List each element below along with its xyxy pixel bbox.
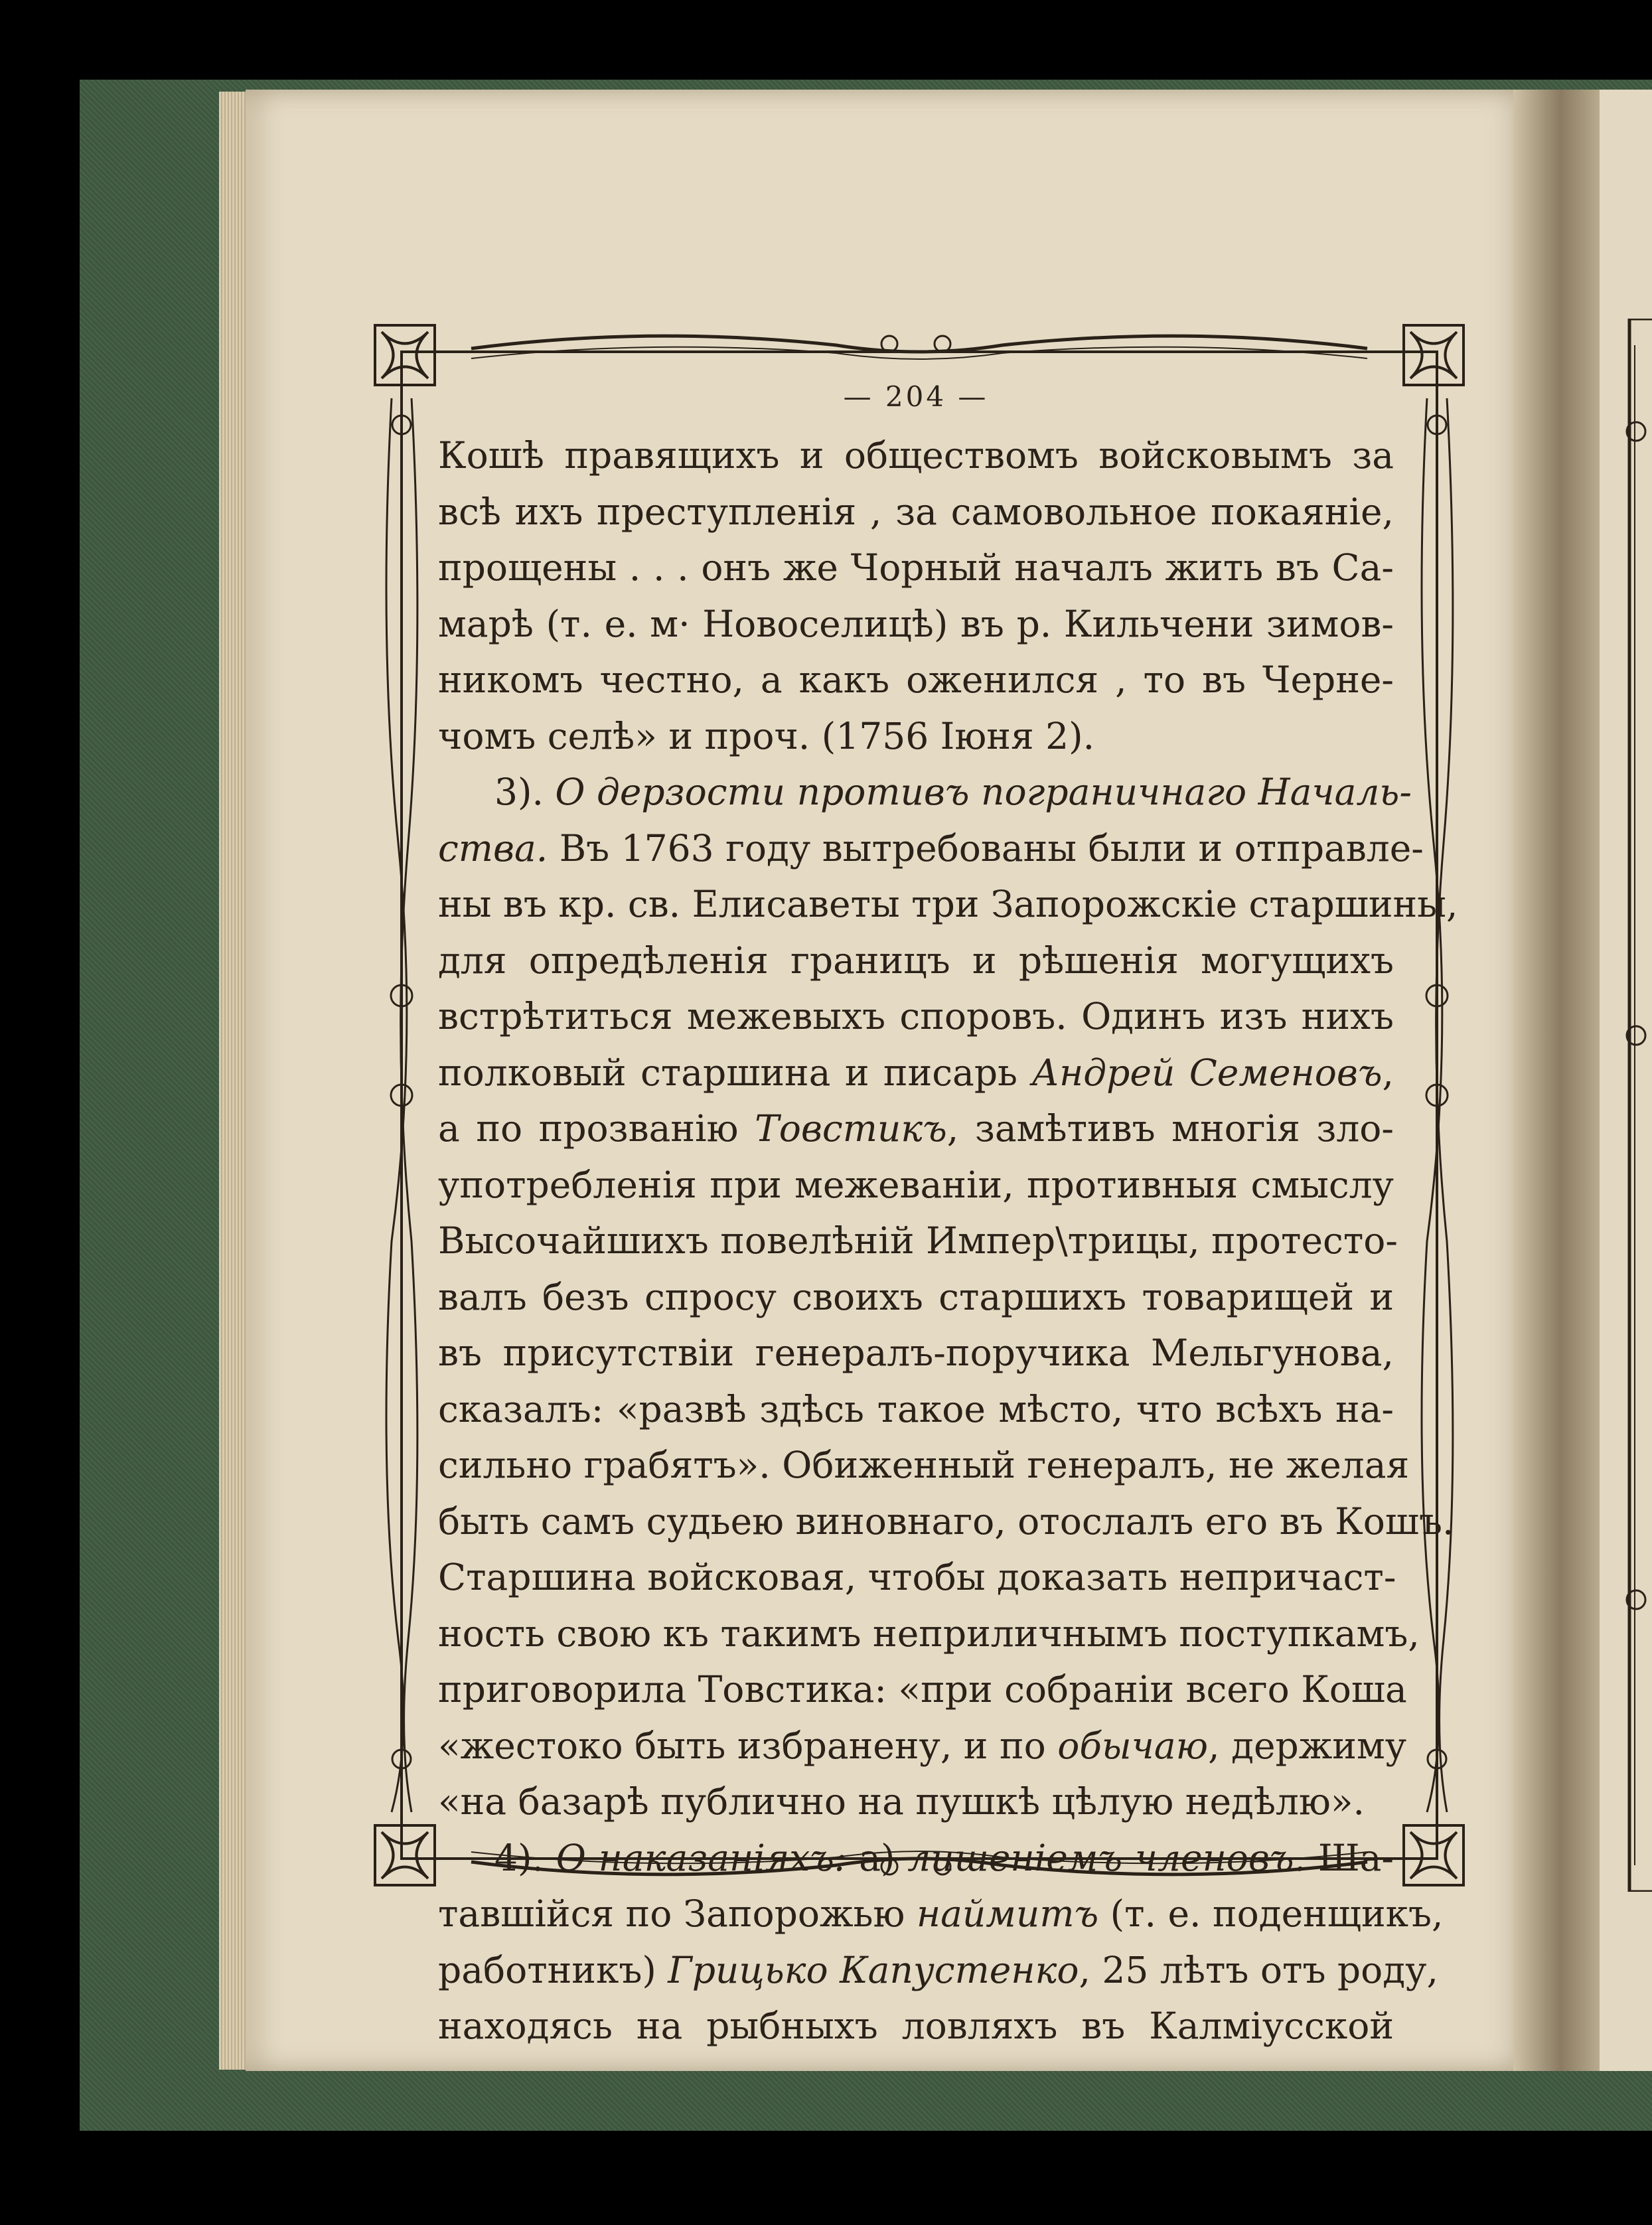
text-line [438, 596, 1394, 652]
text-line [438, 1157, 1394, 1213]
italic-text: ства. [438, 826, 548, 870]
text-body [438, 427, 1458, 2054]
text-segment: ность свою къ такимъ неприличнымъ поступкамъ, [438, 1612, 1420, 1655]
text-line [438, 1045, 1394, 1101]
text-line [438, 1381, 1394, 1438]
text-segment: Въ 1763 году вытребованы были и отправле- [548, 826, 1424, 870]
text-line [438, 1774, 1394, 1830]
text-segment: , 25 лѣтъ отъ роду, [1079, 1948, 1438, 1991]
text-line [438, 1718, 1407, 1774]
text-segment: , [1382, 1051, 1394, 1094]
text-segment: Старшина войсковая, чтобы доказать непричаст- [438, 1556, 1396, 1598]
text-line [438, 427, 1394, 484]
text-line [438, 876, 1458, 933]
text-segment: 4). [494, 1836, 556, 1879]
text-segment: марѣ (т. е. м· Новоселицѣ) въ р. Кильчени зимов- [438, 602, 1394, 645]
scroll-corner-ornament-icon [1404, 325, 1464, 385]
italic-text: Андрей Семеновъ [1031, 1051, 1383, 1094]
text-line [438, 764, 1412, 820]
text-line [438, 820, 1424, 877]
text-line [438, 708, 1394, 765]
text-line [438, 1606, 1420, 1662]
text-segment: «на базарѣ публично на пушкѣ цѣлую недѣлю». [438, 1780, 1365, 1823]
text-segment: Кошѣ правящихъ и обществомъ войсковымъ за [438, 434, 1394, 477]
italic-text: Товстикъ [755, 1107, 947, 1150]
text-segment: находясь на рыбныхъ ловляхъ въ Калміусской [438, 2005, 1394, 2047]
text-segment: для опредѣленія границъ и рѣшенія могущихъ [438, 939, 1394, 982]
text-segment: а) [846, 1836, 908, 1879]
text-line [438, 1437, 1410, 1494]
text-segment: (т. е. поденщикъ, [1098, 1892, 1444, 1935]
text-segment: прощены . . . онъ же Чорный началъ жить въ Са- [438, 546, 1394, 589]
text-line [438, 1998, 1394, 2054]
page-text [438, 377, 1458, 2047]
next-page-ornament [1610, 319, 1652, 1892]
text-segment: сильно грабятъ». Обиженный генералъ, не желая [438, 1444, 1410, 1486]
text-line [438, 1101, 1394, 1157]
text-line [438, 484, 1394, 540]
text-line [438, 1549, 1394, 1606]
text-segment: чомъ селѣ» и проч. (1756 Іюня 2). [438, 714, 1095, 757]
text-segment: валъ безъ спросу своихъ старшихъ товарищей и [438, 1275, 1394, 1318]
text-segment: никомъ честно, а какъ оженился , то въ Черне- [438, 658, 1394, 701]
text-segment: быть самъ судьею виновнаго, отослалъ его въ Кошъ. [438, 1499, 1454, 1543]
text-segment: , держиму [1208, 1724, 1407, 1767]
text-segment: работникъ) [438, 1948, 668, 1991]
text-line [438, 1661, 1407, 1718]
text-line [438, 1942, 1438, 1999]
text-line [438, 1269, 1394, 1326]
text-segment: а по прозванію [438, 1107, 755, 1150]
italic-text: лишеніемъ членовъ. [907, 1836, 1306, 1879]
scroll-corner-ornament-icon [1404, 1825, 1464, 1885]
text-segment: тавшійся по Запорожью [438, 1892, 917, 1935]
italic-text: О дерзости противъ пограничнаго Началь- [555, 771, 1412, 813]
page-number: — 204 — [843, 380, 989, 413]
text-line [438, 1830, 1394, 1886]
text-line [438, 1325, 1394, 1381]
text-line [438, 1886, 1444, 1942]
text-segment: Высочайшихъ повелѣній Импер\трицы, протесто- [438, 1219, 1398, 1262]
text-segment: сказалъ: «развѣ здѣсь такое мѣсто, что всѣхъ на- [438, 1387, 1394, 1430]
text-line [438, 988, 1394, 1045]
text-line [438, 1494, 1454, 1550]
text-segment: встрѣтиться межевыхъ споровъ. Одинъ изъ нихъ [438, 995, 1394, 1037]
text-line [438, 1213, 1398, 1269]
book-gutter [1513, 90, 1600, 2071]
italic-text: обычаю [1057, 1724, 1209, 1767]
text-segment: «жестоко быть избранену, и по [438, 1724, 1058, 1767]
scroll-corner-ornament-icon [375, 1825, 435, 1885]
italic-text: О наказаніяхъ: [556, 1836, 847, 1879]
text-segment: , замѣтивъ многія зло- [946, 1107, 1394, 1150]
text-line [438, 933, 1394, 989]
text-segment: полковый старшина и писарь [438, 1051, 1032, 1094]
text-segment: 3). [494, 771, 556, 813]
italic-text: наймитъ [916, 1892, 1099, 1935]
text-line [438, 652, 1394, 708]
text-segment: употребленія при межеваніи, противныя смыслу [438, 1163, 1394, 1206]
scroll-corner-ornament-icon [375, 325, 435, 385]
italic-text: Грицько Капустенко [668, 1948, 1079, 1991]
text-segment: приговорила Товстика: «при собраніи всего Коша [438, 1668, 1407, 1711]
text-segment: Ша- [1306, 1836, 1394, 1879]
text-segment: ны въ кр. св. Елисаветы три Запорожскіе старшины, [438, 883, 1458, 925]
text-line [438, 540, 1394, 596]
text-segment: всѣ ихъ преступленія , за самовольное покаяніе, [438, 490, 1394, 533]
text-segment: въ присутствіи генералъ-поручика Мельгунова, [438, 1332, 1394, 1374]
